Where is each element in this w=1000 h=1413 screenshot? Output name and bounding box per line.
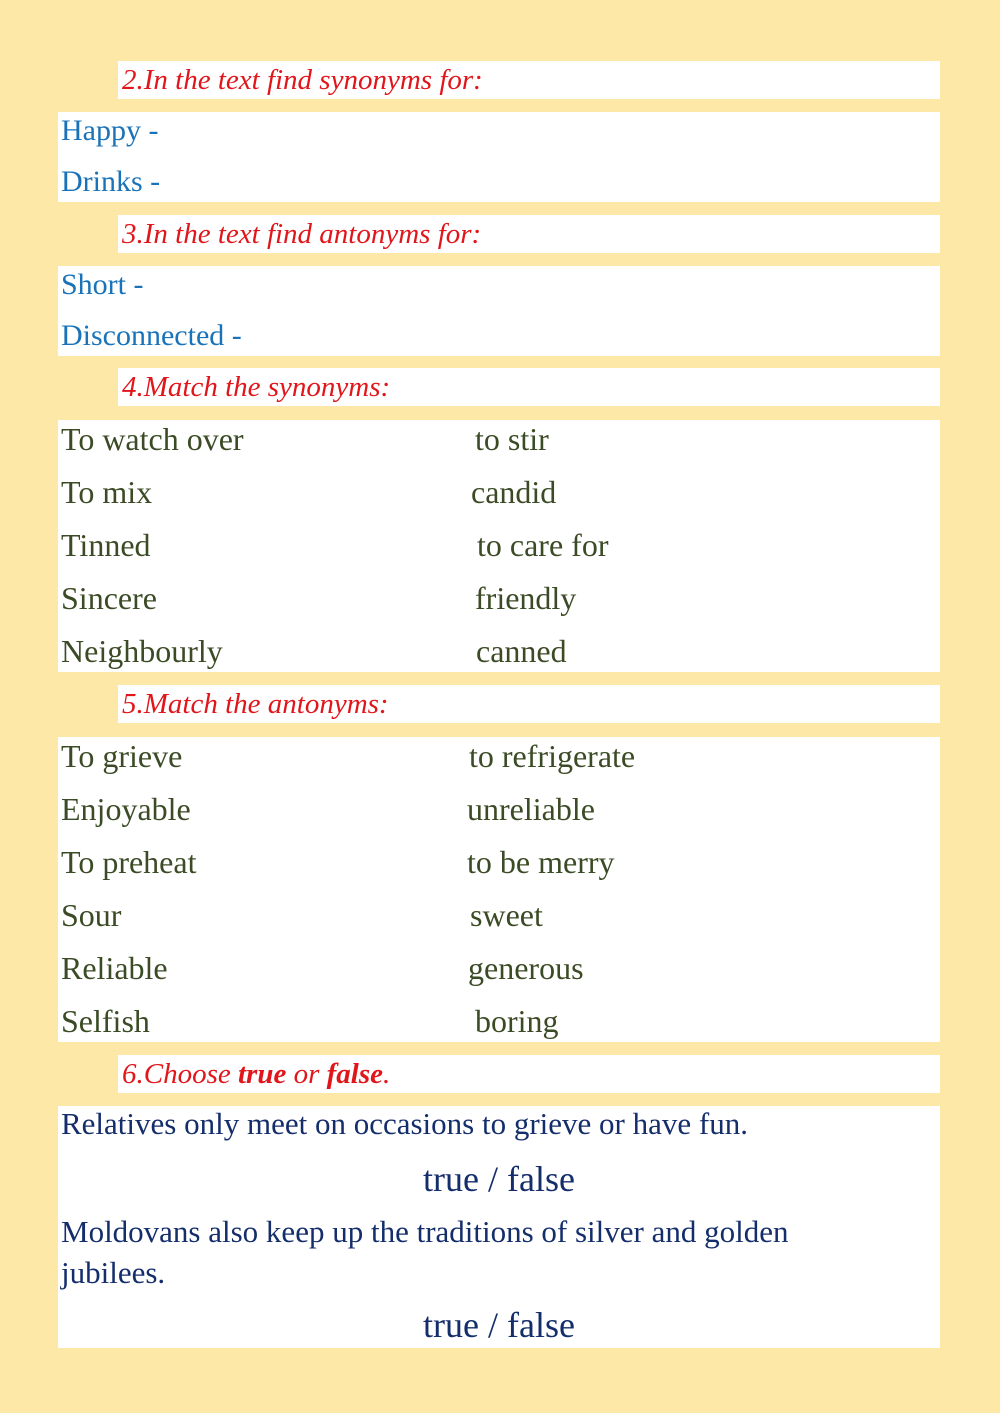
task6-statements-box	[58, 1106, 940, 1348]
synonym-right-item: candid	[471, 474, 557, 510]
true-false-choice[interactable]: true / false	[423, 1159, 575, 1199]
task6-heading-prefix: 6.Choose	[122, 1058, 238, 1090]
synonym-left-item: Sincere	[61, 580, 157, 616]
true-false-choice[interactable]: true / false	[423, 1305, 575, 1345]
antonym-left-item: Sour	[61, 897, 122, 933]
synonym-right-item: friendly	[475, 580, 577, 616]
task6-heading	[118, 1055, 940, 1093]
task4-match-box	[58, 420, 940, 672]
task6-heading-true: true	[238, 1058, 287, 1090]
task3-heading: 3.In the text find antonyms for:	[118, 215, 940, 253]
antonym-right-item: unreliable	[467, 791, 595, 827]
synonym-left-item: To mix	[61, 474, 153, 510]
task5-heading: 5.Match the antonyms:	[118, 685, 940, 723]
antonym-right-item: boring	[475, 1003, 559, 1039]
antonym-left-item: Enjoyable	[61, 791, 191, 827]
antonym-right-item: to refrigerate	[469, 738, 636, 774]
statement-text: Moldovans also keep up the traditions of silver and golden	[61, 1214, 789, 1249]
statement-text: jubilees.	[61, 1255, 166, 1290]
antonym-left-item: Selfish	[61, 1003, 150, 1039]
task6-heading-end: .	[383, 1058, 391, 1090]
task2-heading: 2.In the text find synonyms for:	[118, 61, 940, 99]
synonym-item-drinks: Drinks -	[61, 165, 161, 198]
antonym-item-disconnected: Disconnected -	[61, 319, 242, 352]
antonym-item-short: Short -	[61, 268, 144, 301]
task2-answer-box	[58, 112, 940, 202]
task3-answer-box	[58, 266, 940, 356]
task6-heading-or: or	[286, 1058, 327, 1090]
antonym-right-item: generous	[468, 950, 584, 986]
synonym-right-item: to care for	[477, 527, 609, 563]
statement-text: Relatives only meet on occasions to grieve or have fun.	[61, 1106, 748, 1141]
antonym-left-item: To grieve	[61, 738, 183, 774]
task5-match-box	[58, 737, 940, 1042]
synonym-right-item: canned	[476, 633, 567, 669]
synonym-right-item: to stir	[475, 421, 549, 457]
antonym-right-item: to be merry	[467, 844, 615, 880]
synonym-left-item: Tinned	[61, 527, 151, 563]
antonym-right-item: sweet	[470, 897, 543, 933]
synonym-left-item: Neighbourly	[61, 633, 223, 669]
antonym-left-item: To preheat	[61, 844, 197, 880]
task6-heading-false: false	[326, 1058, 384, 1090]
synonym-item-happy: Happy -	[61, 114, 159, 147]
antonym-left-item: Reliable	[61, 950, 168, 986]
synonym-left-item: To watch over	[61, 421, 244, 457]
task4-heading: 4.Match the synonyms:	[118, 368, 940, 406]
